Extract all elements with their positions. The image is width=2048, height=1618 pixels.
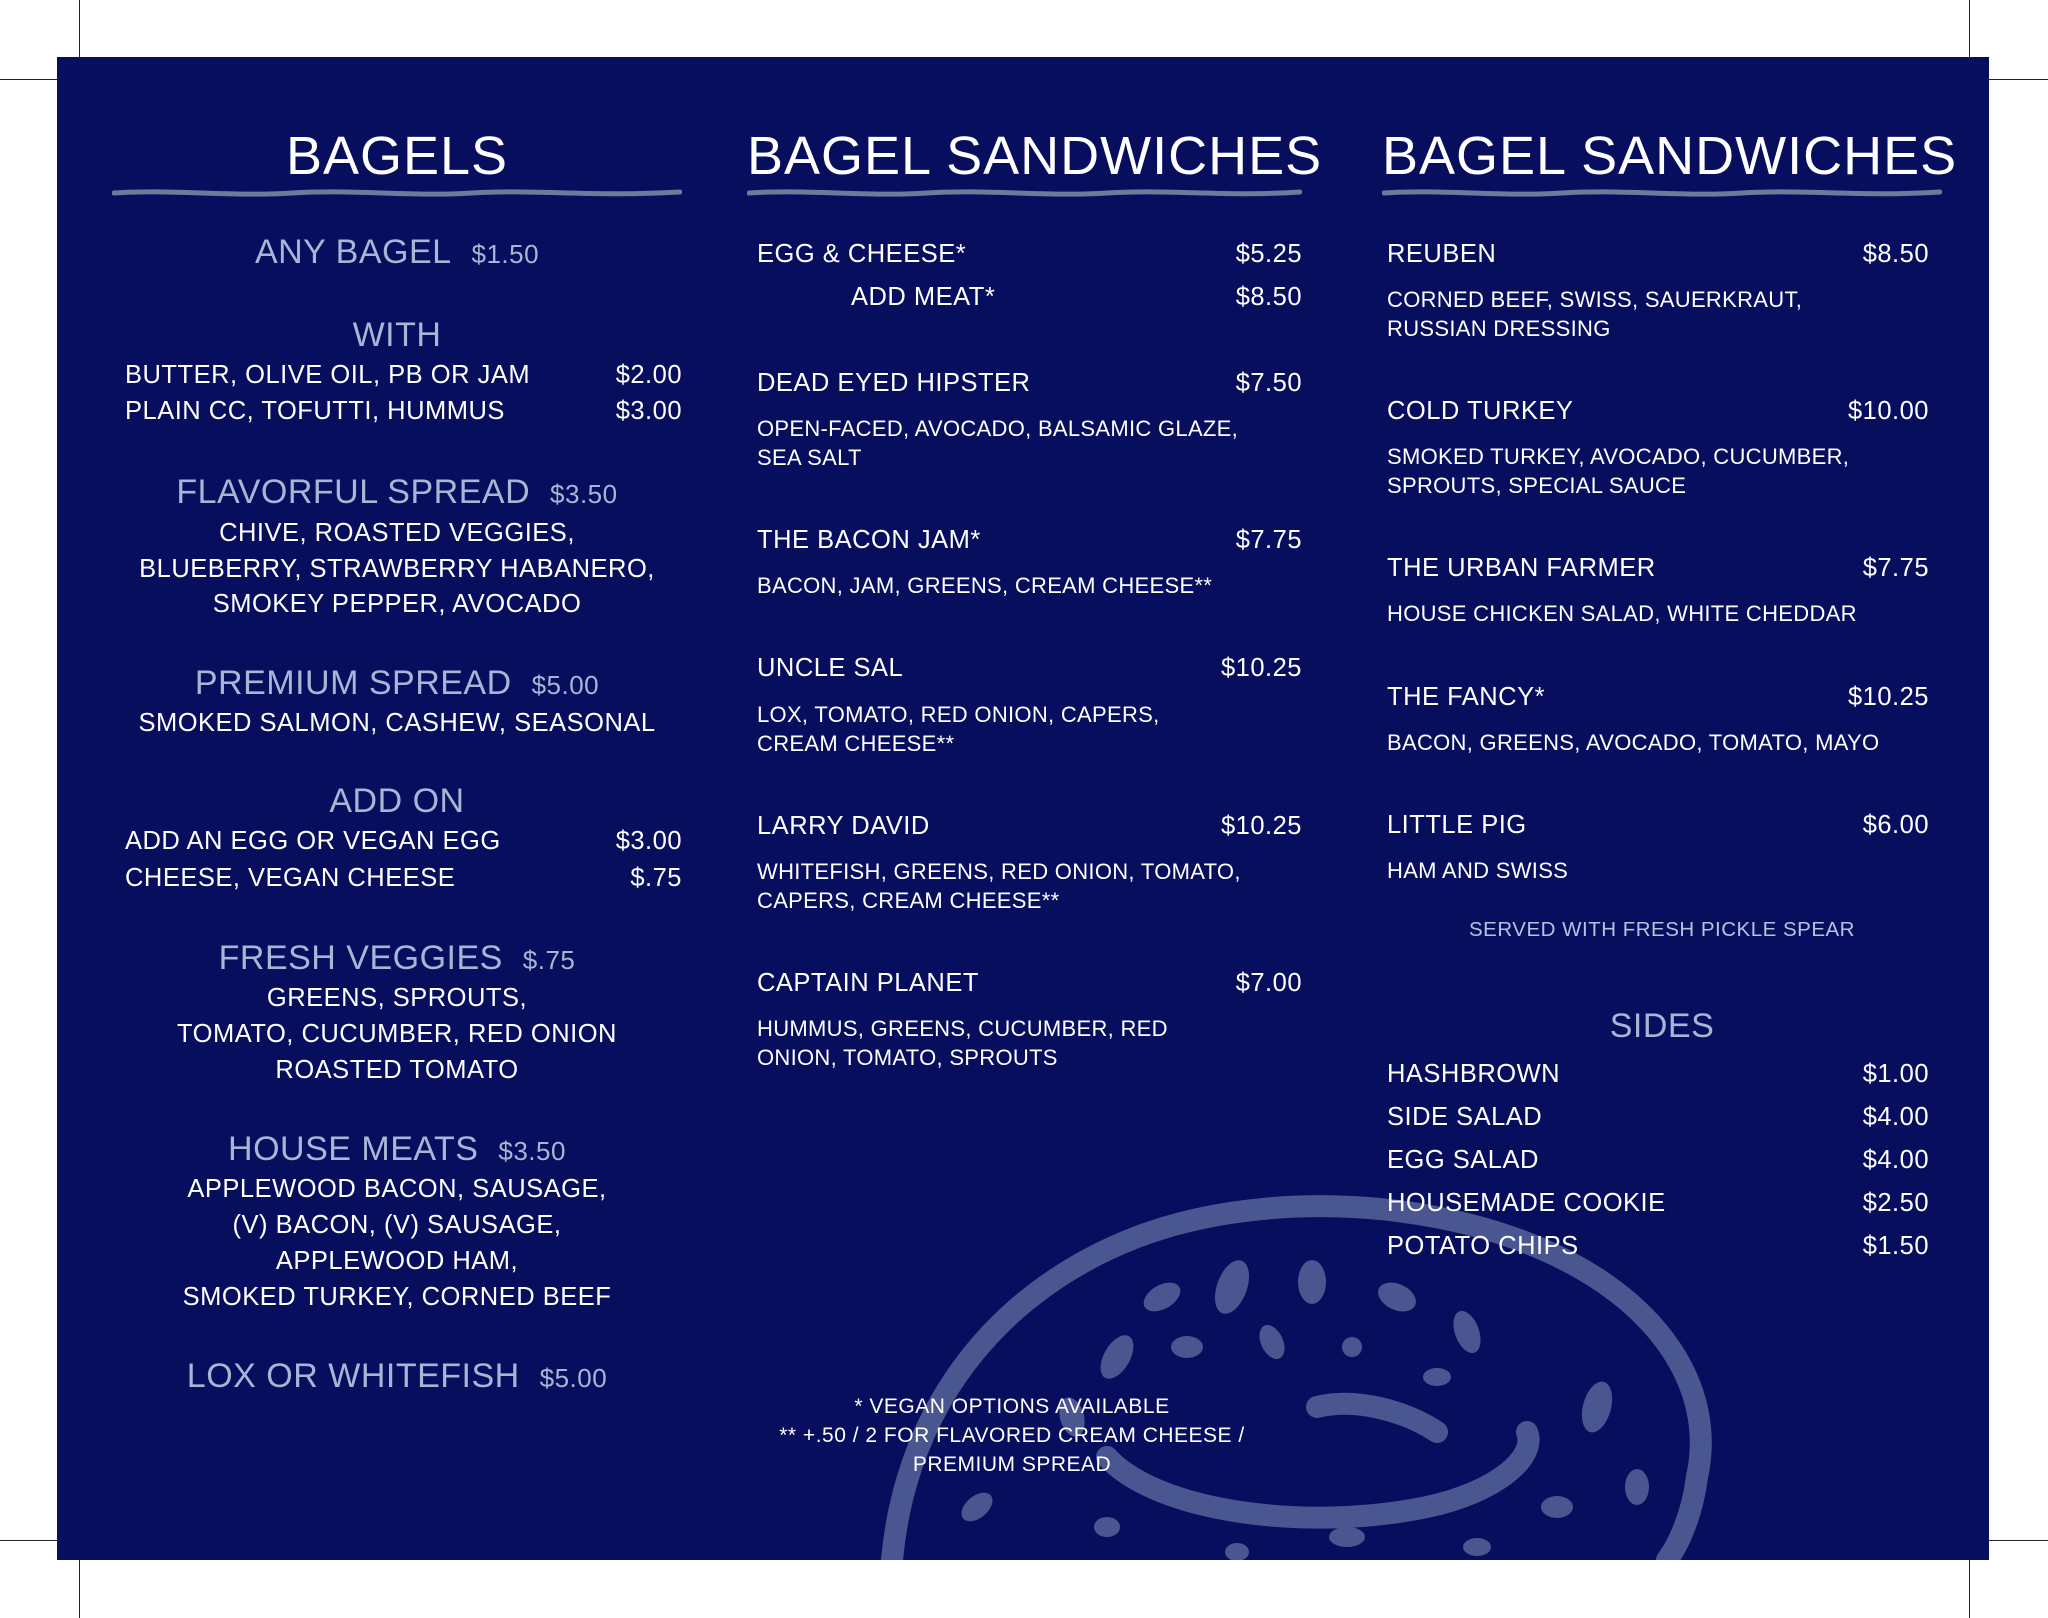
item-name: EGG & CHEESE* [757, 240, 967, 268]
item-description: HAM AND SWISS [1387, 858, 1569, 883]
item-price: $.75 [630, 864, 682, 892]
meat-line: APPLEWOOD BACON, SAUSAGE, [187, 1175, 607, 1203]
item-description: CORNED BEEF, SWISS, SAUERKRAUT, RUSSIAN DRESSING [1387, 287, 1803, 341]
item-name: ADD MEAT* [851, 283, 996, 311]
bagels-title: BAGELS [285, 126, 509, 186]
premium-label: PREMIUM SPREAD [194, 664, 512, 702]
flavorful-spread-line [112, 473, 682, 512]
premium-price: $5.00 [531, 670, 600, 700]
item-name: ADD AN EGG OR VEGAN EGG [125, 827, 501, 855]
any-bagel-line [112, 233, 682, 272]
item-name: THE URBAN FARMER [1387, 554, 1656, 582]
item-name: EGG SALAD [1387, 1146, 1539, 1174]
veggies-label: FRESH VEGGIES [218, 939, 503, 977]
item-price: $10.25 [1848, 683, 1929, 711]
crop-mark [0, 1540, 64, 1541]
item-price: $4.00 [1862, 1146, 1929, 1174]
item-price: $10.00 [1848, 397, 1929, 425]
menu-item [1382, 554, 1929, 586]
item-description: HUMMUS, GREENS, CUCUMBER, RED ONION, TOMATO, SPROUTS [757, 1016, 1168, 1070]
item-name: PLAIN CC, TOFUTTI, HUMMUS [125, 397, 505, 425]
add-on-heading: ADD ON [329, 782, 465, 820]
menu-item [1382, 240, 1929, 272]
footnote-line: * VEGAN OPTIONS AVAILABLE [854, 1395, 1170, 1418]
price-row [112, 361, 682, 393]
item-name: DEAD EYED HIPSTER [757, 369, 1031, 397]
item-name: CAPTAIN PLANET [757, 969, 979, 997]
item-name: LITTLE PIG [1387, 811, 1527, 839]
flavorful-label: FLAVORFUL SPREAD [176, 473, 531, 511]
item-description: OPEN-FACED, AVOCADO, BALSAMIC GLAZE, SEA SALT [757, 416, 1239, 470]
veggie-line: GREENS, SPROUTS, [266, 984, 528, 1012]
item-description: LOX, TOMATO, RED ONION, CAPERS, CREAM CHEESE** [757, 702, 1160, 756]
meats-label: HOUSE MEATS [228, 1130, 479, 1168]
item-name: BUTTER, OLIVE OIL, PB OR JAM [125, 361, 531, 389]
price-row [112, 827, 682, 859]
meat-line: (V) BACON, (V) SAUSAGE, [232, 1211, 562, 1239]
lox-price: $5.00 [539, 1363, 608, 1393]
menu-item [747, 526, 1302, 558]
title-underline [747, 187, 1302, 199]
meat-line: APPLEWOOD HAM, [275, 1247, 519, 1275]
item-price: $3.00 [615, 827, 682, 855]
item-name: COLD TURKEY [1387, 397, 1574, 425]
item-price: $5.25 [1235, 240, 1302, 268]
item-description: HOUSE CHICKEN SALAD, WHITE CHEDDAR [1387, 601, 1857, 626]
with-heading: WITH [352, 316, 442, 354]
item-description: BACON, JAM, GREENS, CREAM CHEESE** [757, 573, 1213, 598]
price-row [112, 864, 682, 896]
crop-mark [1969, 0, 1970, 64]
menu-item [747, 969, 1302, 1001]
sandwiches-title: BAGEL SANDWICHES [747, 126, 1323, 186]
item-name: THE BACON JAM* [757, 526, 981, 554]
footnotes [747, 1392, 1277, 1479]
menu-item [747, 654, 1302, 686]
crop-mark [1969, 1554, 1970, 1618]
meat-line: SMOKED TURKEY, CORNED BEEF [182, 1283, 612, 1311]
item-price: $2.50 [1862, 1189, 1929, 1217]
flavor-line: BLUEBERRY, STRAWBERRY HABANERO, [139, 555, 655, 583]
side-item [1382, 1103, 1929, 1135]
crop-mark [0, 79, 64, 80]
item-price: $2.00 [615, 361, 682, 389]
item-price: $7.75 [1235, 526, 1302, 554]
item-price: $10.25 [1221, 812, 1302, 840]
veggie-line: TOMATO, CUCUMBER, RED ONION [177, 1020, 617, 1048]
footnote-line: PREMIUM SPREAD [912, 1453, 1112, 1476]
item-price: $7.50 [1235, 369, 1302, 397]
premium-spread-line [112, 664, 682, 703]
item-description: BACON, GREENS, AVOCADO, TOMATO, MAYO [1387, 730, 1880, 755]
lox-label: LOX OR WHITEFISH [186, 1357, 520, 1395]
item-price: $10.25 [1221, 654, 1302, 682]
sides-heading: SIDES [1609, 1007, 1715, 1045]
price-row [112, 397, 682, 429]
menu-item [747, 369, 1302, 401]
title-underline [112, 187, 682, 199]
side-item [1382, 1189, 1929, 1221]
sandwiches-title: BAGEL SANDWICHES [1382, 126, 1958, 186]
pickle-note: SERVED WITH FRESH PICKLE SPEAR [1469, 918, 1855, 941]
item-price: $8.50 [1862, 240, 1929, 268]
item-name: SIDE SALAD [1387, 1103, 1543, 1131]
crop-mark [1984, 79, 2048, 80]
item-price: $1.00 [1862, 1060, 1929, 1088]
menu-panel [57, 57, 1989, 1560]
footnote-line: ** +.50 / 2 FOR FLAVORED CREAM CHEESE / [779, 1424, 1245, 1447]
item-price: $4.00 [1862, 1103, 1929, 1131]
premium-line: SMOKED SALMON, CASHEW, SEASONAL [138, 709, 656, 737]
any-bagel-price: $1.50 [471, 239, 540, 269]
crop-mark [79, 0, 80, 64]
item-description: WHITEFISH, GREENS, RED ONION, TOMATO, CAPERS, CREAM CHEESE** [757, 859, 1241, 913]
addon-row [747, 283, 1302, 315]
lox-whitefish-line [112, 1357, 682, 1396]
menu-item [1382, 811, 1929, 843]
menu-item [1382, 397, 1929, 429]
title-underline [1382, 187, 1942, 199]
item-price: $7.75 [1862, 554, 1929, 582]
item-name: POTATO CHIPS [1387, 1232, 1579, 1260]
item-name: CHEESE, VEGAN CHEESE [125, 864, 456, 892]
side-item [1382, 1232, 1929, 1264]
item-name: REUBEN [1387, 240, 1497, 268]
meats-price: $3.50 [498, 1136, 566, 1166]
menu-item [747, 812, 1302, 844]
item-price: $6.00 [1862, 811, 1929, 839]
house-meats-line [112, 1130, 682, 1169]
flavor-line: CHIVE, ROASTED VEGGIES, [219, 519, 575, 547]
item-price: $7.00 [1235, 969, 1302, 997]
veggie-line: ROASTED TOMATO [275, 1056, 519, 1084]
side-item [1382, 1060, 1929, 1092]
veggies-price: $.75 [522, 945, 576, 975]
fresh-veggies-line [112, 939, 682, 978]
item-name: HASHBROWN [1387, 1060, 1561, 1088]
item-price: $1.50 [1862, 1232, 1929, 1260]
item-name: UNCLE SAL [757, 654, 904, 682]
any-bagel-label: ANY BAGEL [254, 233, 452, 271]
flavorful-price: $3.50 [550, 479, 618, 509]
item-description: SMOKED TURKEY, AVOCADO, CUCUMBER, SPROUTS, SPECIAL SAUCE [1387, 444, 1850, 498]
item-price: $3.00 [615, 397, 682, 425]
menu-item [747, 240, 1302, 272]
menu-item [1382, 683, 1929, 715]
item-price: $8.50 [1235, 283, 1302, 311]
item-name: THE FANCY* [1387, 683, 1546, 711]
item-name: HOUSEMADE COOKIE [1387, 1189, 1666, 1217]
item-name: LARRY DAVID [757, 812, 930, 840]
crop-mark [1984, 1540, 2048, 1541]
side-item [1382, 1146, 1929, 1178]
flavor-line: SMOKEY PEPPER, AVOCADO [212, 590, 582, 618]
crop-mark [79, 1554, 80, 1618]
